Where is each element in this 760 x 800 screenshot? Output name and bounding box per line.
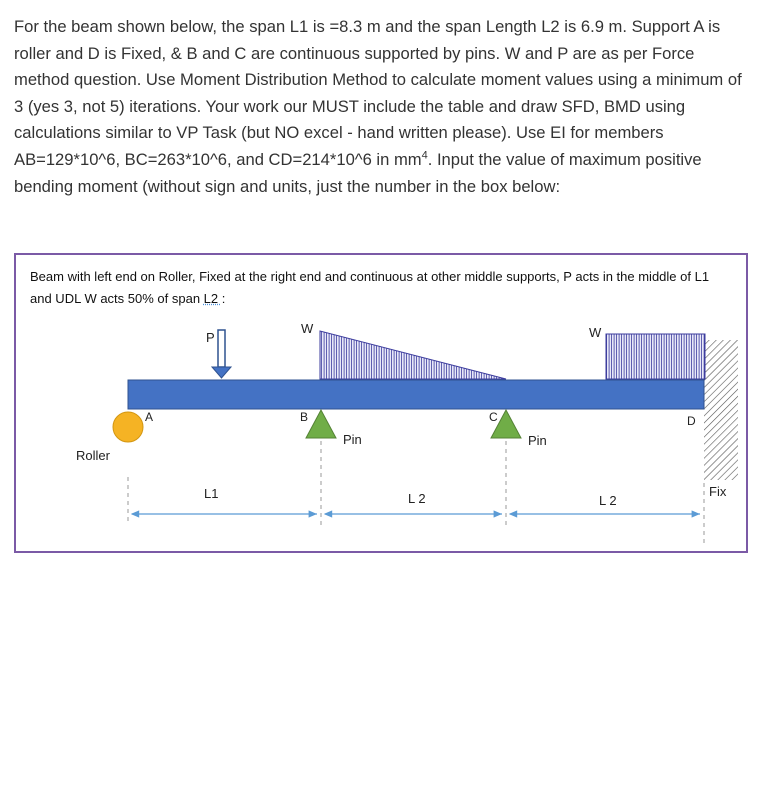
beam-figure [14,253,748,553]
label-fix: Fix [709,484,727,499]
udl-load-bc [320,331,506,379]
label-c: C [489,410,498,424]
label-w2: W [589,325,602,340]
label-w1: W [301,321,314,336]
point-load-arrow-shaft [218,330,225,367]
label-p: P [206,330,215,345]
label-b: B [300,410,309,424]
beam [128,380,704,409]
superscript-4: 4 [421,149,428,162]
label-l2-cd: L 2 [599,493,617,508]
fixed-wall-hatch [704,340,738,480]
label-d: D [687,414,696,428]
label-a: A [145,410,154,424]
caption-text-b: : [221,291,226,306]
label-l1: L1 [204,486,219,501]
caption-l2-underlined: L2 [203,291,222,306]
caption-text-a: Beam with left end on Roller, Fixed at the right end and continuous at other middle supports, P acts in the middle of L1 and UDL W acts 50% of span [30,269,710,306]
point-load-arrow-head [212,367,231,378]
beam-diagram [16,255,746,551]
udl-load-cd [606,334,705,379]
roller-support-a [113,412,143,442]
label-pin-1: Pin [343,432,362,447]
question-text-b: . Input the value of maximum positive bending moment (without sign and units, just the number in the box below: [14,149,702,196]
question-text [14,14,749,200]
label-roller: Roller [76,448,110,463]
label-pin-2: Pin [528,433,547,448]
label-l2-bc: L 2 [408,491,426,506]
pin-support-b [306,410,336,438]
question-text-a: For the beam shown below, the span L1 is =8.3 m and the span Length L2 is 6.9 m. Support A is roller and D is Fixed, & B and C are continuous supported by pins. W and P are as per Force method question. Use Moment Distribution Method to calculate moment values using a minimum of 3 (yes 3, not 5) iterations. Your work our MUST include the table and draw SFD, BMD using calculations similar to VP Task (but NO excel - hand written please). Use EI for members AB=129*10^6, BC=263*10^6, and CD=214*10^6 in mm [14,17,742,169]
